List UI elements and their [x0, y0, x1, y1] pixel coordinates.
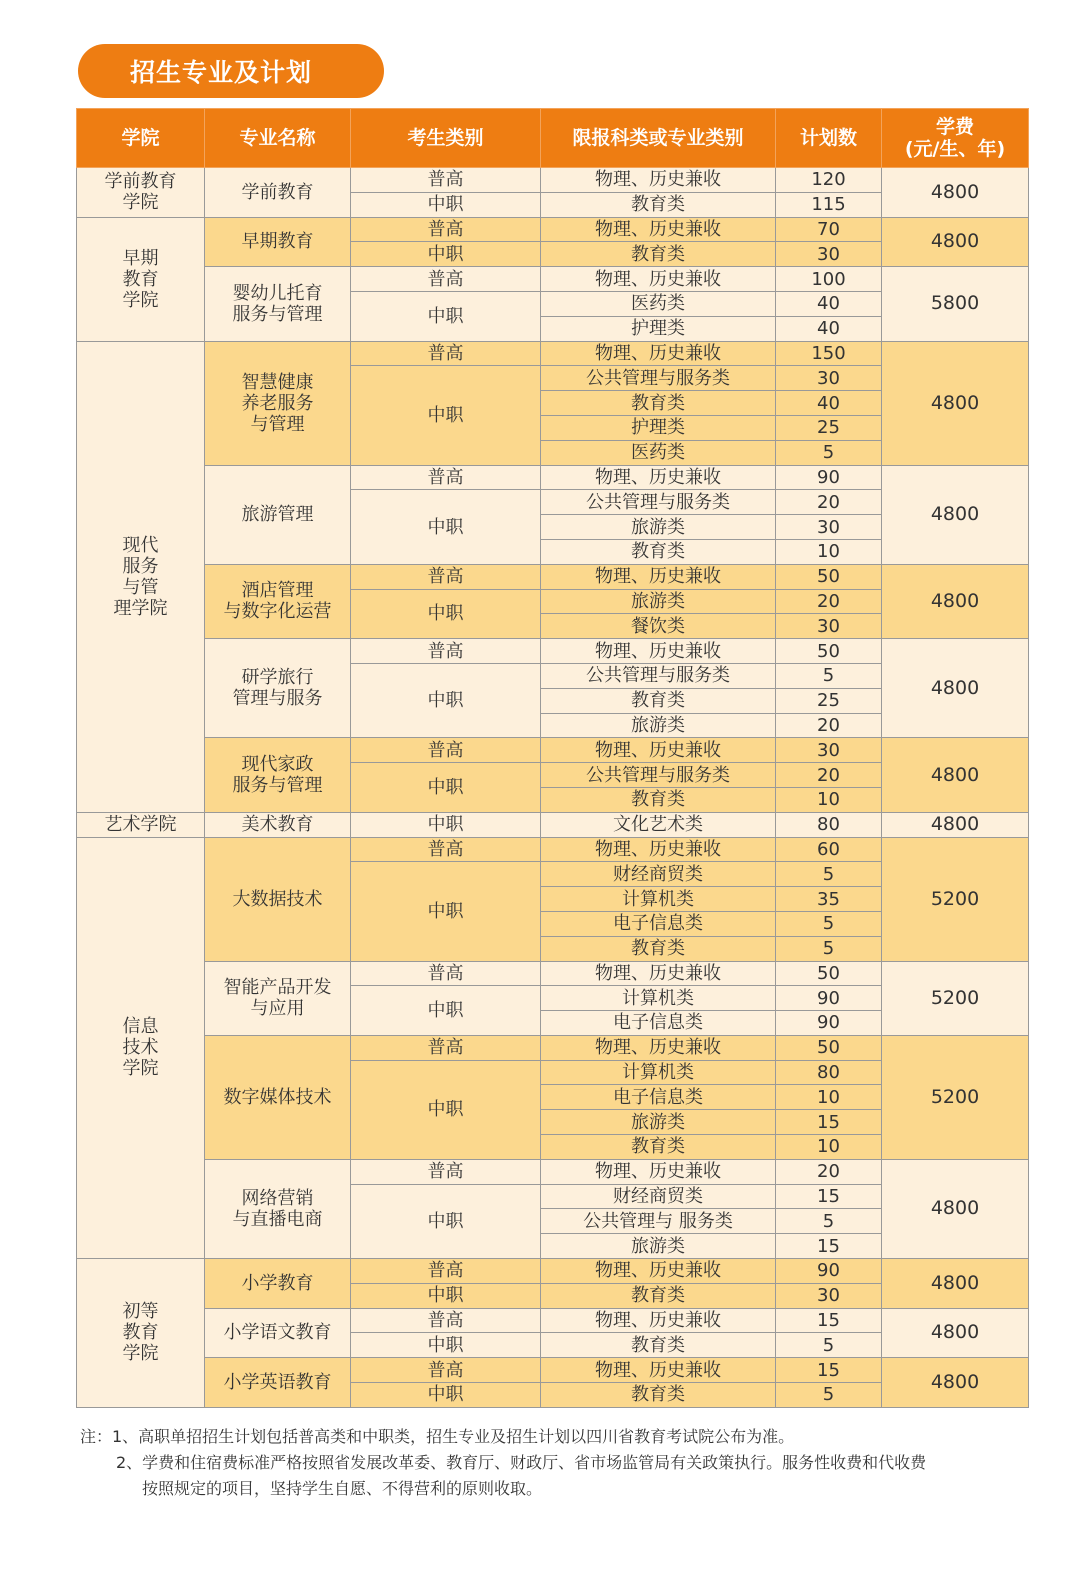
table-body — [77, 168, 1029, 1408]
header-tuition-unit: (元/生、年) — [904, 138, 1006, 160]
plan-count-cell: 20 — [776, 763, 882, 788]
category-cell: 物理、历史兼收 — [541, 168, 776, 193]
student-type-cell: 普高 — [351, 1308, 541, 1333]
table-row — [77, 1358, 1029, 1383]
plan-count-cell: 10 — [776, 1085, 882, 1110]
category-cell: 物理、历史兼收 — [541, 341, 776, 366]
category-cell: 旅游类 — [541, 589, 776, 614]
plan-count-cell: 30 — [776, 738, 882, 763]
plan-count-cell: 15 — [776, 1184, 882, 1209]
notes — [80, 1424, 1040, 1502]
category-cell: 教育类 — [541, 539, 776, 564]
plan-count-cell: 5 — [776, 1333, 882, 1358]
plan-count-cell: 50 — [776, 639, 882, 664]
student-type-cell: 中职 — [351, 763, 541, 813]
header-student-type: 考生类别 — [351, 109, 541, 168]
header-plan-count: 计划数 — [776, 109, 882, 168]
student-type-cell: 中职 — [351, 242, 541, 267]
college-cell: 艺术学院 — [77, 812, 205, 837]
category-cell: 公共管理与服务类 — [541, 663, 776, 688]
tuition-cell: 5200 — [882, 961, 1029, 1035]
student-type-cell: 普高 — [351, 1159, 541, 1184]
plan-count-cell: 20 — [776, 1159, 882, 1184]
student-type-cell: 普高 — [351, 1358, 541, 1383]
tuition-cell: 4800 — [882, 465, 1029, 564]
plan-count-cell: 35 — [776, 887, 882, 912]
category-cell: 旅游类 — [541, 1234, 776, 1259]
plan-count-cell: 15 — [776, 1308, 882, 1333]
student-type-cell: 中职 — [351, 1383, 541, 1408]
student-type-cell: 中职 — [351, 1283, 541, 1308]
college-cell: 学前教育 学院 — [77, 168, 205, 218]
plan-count-cell: 15 — [776, 1234, 882, 1259]
plan-count-cell: 5 — [776, 663, 882, 688]
category-cell: 公共管理与 服务类 — [541, 1209, 776, 1234]
plan-count-cell: 5 — [776, 862, 882, 887]
plan-count-cell: 10 — [776, 539, 882, 564]
plan-count-cell: 120 — [776, 168, 882, 193]
category-cell: 教育类 — [541, 391, 776, 416]
student-type-cell: 普高 — [351, 217, 541, 242]
category-cell: 物理、历史兼收 — [541, 837, 776, 862]
plan-count-cell: 40 — [776, 291, 882, 316]
plan-count-cell: 20 — [776, 589, 882, 614]
plan-count-cell: 15 — [776, 1110, 882, 1135]
plan-count-cell: 70 — [776, 217, 882, 242]
tuition-cell: 4800 — [882, 341, 1029, 465]
category-cell: 物理、历史兼收 — [541, 1259, 776, 1284]
student-type-cell: 中职 — [351, 1333, 541, 1358]
plan-count-cell: 20 — [776, 490, 882, 515]
table-row — [77, 837, 1029, 862]
plan-count-cell: 100 — [776, 267, 882, 292]
table-row — [77, 1035, 1029, 1060]
student-type-cell: 普高 — [351, 837, 541, 862]
student-type-cell: 中职 — [351, 1184, 541, 1258]
table-row — [77, 217, 1029, 242]
plan-count-cell: 10 — [776, 787, 882, 812]
tuition-cell: 4800 — [882, 1308, 1029, 1358]
college-cell: 现代 服务 与管 理学院 — [77, 341, 205, 812]
student-type-cell: 普高 — [351, 564, 541, 589]
category-cell: 教育类 — [541, 242, 776, 267]
plan-count-cell: 30 — [776, 366, 882, 391]
category-cell: 物理、历史兼收 — [541, 465, 776, 490]
tuition-cell: 4800 — [882, 1358, 1029, 1408]
plan-count-cell: 30 — [776, 515, 882, 540]
table-row — [77, 465, 1029, 490]
category-cell: 医药类 — [541, 440, 776, 465]
category-cell: 计算机类 — [541, 1060, 776, 1085]
plan-count-cell: 30 — [776, 1283, 882, 1308]
header-tuition-label: 学费 — [935, 116, 974, 138]
student-type-cell: 普高 — [351, 465, 541, 490]
table-row — [77, 1159, 1029, 1184]
student-type-cell: 普高 — [351, 341, 541, 366]
plan-count-cell: 60 — [776, 837, 882, 862]
major-cell: 现代家政 服务与管理 — [205, 738, 351, 812]
major-cell: 数字媒体技术 — [205, 1035, 351, 1159]
category-cell: 物理、历史兼收 — [541, 267, 776, 292]
plan-count-cell: 115 — [776, 192, 882, 217]
major-cell: 酒店管理 与数字化运营 — [205, 564, 351, 638]
category-cell: 电子信息类 — [541, 1011, 776, 1036]
plan-count-cell: 50 — [776, 1035, 882, 1060]
college-cell: 早期 教育 学院 — [77, 217, 205, 341]
category-cell: 电子信息类 — [541, 1085, 776, 1110]
student-type-cell: 中职 — [351, 812, 541, 837]
major-cell: 智能产品开发 与应用 — [205, 961, 351, 1035]
tuition-cell: 5200 — [882, 837, 1029, 961]
category-cell: 旅游类 — [541, 515, 776, 540]
tuition-cell: 4800 — [882, 1159, 1029, 1258]
plan-count-cell: 5 — [776, 1209, 882, 1234]
category-cell: 物理、历史兼收 — [541, 1035, 776, 1060]
student-type-cell: 中职 — [351, 589, 541, 639]
plan-count-cell: 20 — [776, 713, 882, 738]
category-cell: 公共管理与服务类 — [541, 763, 776, 788]
category-cell: 物理、历史兼收 — [541, 738, 776, 763]
major-cell: 学前教育 — [205, 168, 351, 218]
category-cell: 教育类 — [541, 192, 776, 217]
major-cell: 小学英语教育 — [205, 1358, 351, 1408]
category-cell: 旅游类 — [541, 713, 776, 738]
student-type-cell: 中职 — [351, 1060, 541, 1159]
tuition-cell: 4800 — [882, 738, 1029, 812]
major-cell: 美术教育 — [205, 812, 351, 837]
tuition-cell: 4800 — [882, 812, 1029, 837]
category-cell: 文化艺术类 — [541, 812, 776, 837]
student-type-cell: 普高 — [351, 639, 541, 664]
category-cell: 教育类 — [541, 688, 776, 713]
category-cell: 物理、历史兼收 — [541, 961, 776, 986]
major-cell: 研学旅行 管理与服务 — [205, 639, 351, 738]
category-cell: 财经商贸类 — [541, 862, 776, 887]
table-row — [77, 168, 1029, 193]
table-row — [77, 812, 1029, 837]
student-type-cell: 中职 — [351, 291, 541, 341]
major-cell: 小学语文教育 — [205, 1308, 351, 1358]
major-cell: 早期教育 — [205, 217, 351, 267]
category-cell: 物理、历史兼收 — [541, 1358, 776, 1383]
table-row — [77, 738, 1029, 763]
major-cell: 旅游管理 — [205, 465, 351, 564]
tuition-cell: 4800 — [882, 564, 1029, 638]
category-cell: 物理、历史兼收 — [541, 564, 776, 589]
plan-count-cell: 50 — [776, 564, 882, 589]
plan-count-cell: 30 — [776, 242, 882, 267]
plan-count-cell: 90 — [776, 986, 882, 1011]
table-row — [77, 267, 1029, 292]
plan-count-cell: 25 — [776, 688, 882, 713]
major-cell: 网络营销 与直播电商 — [205, 1159, 351, 1258]
plan-count-cell: 5 — [776, 1383, 882, 1408]
plan-count-cell: 90 — [776, 465, 882, 490]
student-type-cell: 中职 — [351, 490, 541, 564]
category-cell: 物理、历史兼收 — [541, 1308, 776, 1333]
major-cell: 小学教育 — [205, 1259, 351, 1309]
plan-count-cell: 90 — [776, 1011, 882, 1036]
category-cell: 计算机类 — [541, 887, 776, 912]
category-cell: 物理、历史兼收 — [541, 217, 776, 242]
major-cell: 大数据技术 — [205, 837, 351, 961]
category-cell: 物理、历史兼收 — [541, 1159, 776, 1184]
plan-count-cell: 80 — [776, 1060, 882, 1085]
category-cell: 医药类 — [541, 291, 776, 316]
category-cell: 教育类 — [541, 1383, 776, 1408]
category-cell: 旅游类 — [541, 1110, 776, 1135]
student-type-cell: 普高 — [351, 267, 541, 292]
plan-count-cell: 150 — [776, 341, 882, 366]
college-cell: 初等 教育 学院 — [77, 1259, 205, 1408]
table-row — [77, 1259, 1029, 1284]
tuition-cell: 5800 — [882, 267, 1029, 341]
plan-count-cell: 40 — [776, 391, 882, 416]
table-header-row — [77, 109, 1029, 168]
tuition-cell: 4800 — [882, 1259, 1029, 1309]
category-cell: 护理类 — [541, 316, 776, 341]
category-cell: 电子信息类 — [541, 911, 776, 936]
header-category: 限报科类或专业类别 — [541, 109, 776, 168]
table-row — [77, 639, 1029, 664]
plan-count-cell: 5 — [776, 936, 882, 961]
category-cell: 教育类 — [541, 936, 776, 961]
plan-count-cell: 25 — [776, 415, 882, 440]
category-cell: 教育类 — [541, 1135, 776, 1160]
table-row — [77, 341, 1029, 366]
plan-count-cell: 50 — [776, 961, 882, 986]
category-cell: 公共管理与服务类 — [541, 490, 776, 515]
student-type-cell: 普高 — [351, 738, 541, 763]
tuition-cell: 4800 — [882, 168, 1029, 218]
plan-count-cell: 5 — [776, 911, 882, 936]
note-1: 注：1、高职单招招生计划包括普高类和中职类，招生专业及招生计划以四川省教育考试院公布为准。 — [80, 1427, 795, 1446]
header-major: 专业名称 — [205, 109, 351, 168]
student-type-cell: 中职 — [351, 663, 541, 737]
plan-count-cell: 10 — [776, 1135, 882, 1160]
table-row — [77, 961, 1029, 986]
plan-count-cell: 30 — [776, 614, 882, 639]
student-type-cell: 中职 — [351, 862, 541, 961]
category-cell: 公共管理与服务类 — [541, 366, 776, 391]
major-cell: 智慧健康 养老服务 与管理 — [205, 341, 351, 465]
category-cell: 教育类 — [541, 1283, 776, 1308]
category-cell: 教育类 — [541, 1333, 776, 1358]
tuition-cell: 4800 — [882, 639, 1029, 738]
category-cell: 财经商贸类 — [541, 1184, 776, 1209]
student-type-cell: 中职 — [351, 986, 541, 1036]
plan-count-cell: 40 — [776, 316, 882, 341]
student-type-cell: 中职 — [351, 192, 541, 217]
enrollment-plan-table — [76, 108, 1029, 1408]
college-cell: 信息 技术 学院 — [77, 837, 205, 1259]
category-cell: 教育类 — [541, 787, 776, 812]
category-cell: 物理、历史兼收 — [541, 639, 776, 664]
header-tuition — [882, 109, 1029, 168]
major-cell: 婴幼儿托育 服务与管理 — [205, 267, 351, 341]
category-cell: 计算机类 — [541, 986, 776, 1011]
section-title: 招生专业及计划 — [78, 44, 384, 98]
plan-count-cell: 15 — [776, 1358, 882, 1383]
category-cell: 餐饮类 — [541, 614, 776, 639]
tuition-cell: 5200 — [882, 1035, 1029, 1159]
student-type-cell: 普高 — [351, 961, 541, 986]
student-type-cell: 中职 — [351, 366, 541, 465]
plan-count-cell: 5 — [776, 440, 882, 465]
student-type-cell: 普高 — [351, 1259, 541, 1284]
note-2-continued: 按照规定的项目，坚持学生自愿、不得营利的原则收取。 — [142, 1479, 543, 1498]
student-type-cell: 普高 — [351, 1035, 541, 1060]
student-type-cell: 普高 — [351, 168, 541, 193]
category-cell: 护理类 — [541, 415, 776, 440]
table-row — [77, 1308, 1029, 1333]
plan-count-cell: 90 — [776, 1259, 882, 1284]
header-college: 学院 — [77, 109, 205, 168]
tuition-cell: 4800 — [882, 217, 1029, 267]
plan-count-cell: 80 — [776, 812, 882, 837]
note-2: 2、学费和住宿费标准严格按照省发展改革委、教育厅、财政厅、省市场监管局有关政策执行。服务性收费和代收费 — [116, 1453, 927, 1472]
table-row — [77, 564, 1029, 589]
